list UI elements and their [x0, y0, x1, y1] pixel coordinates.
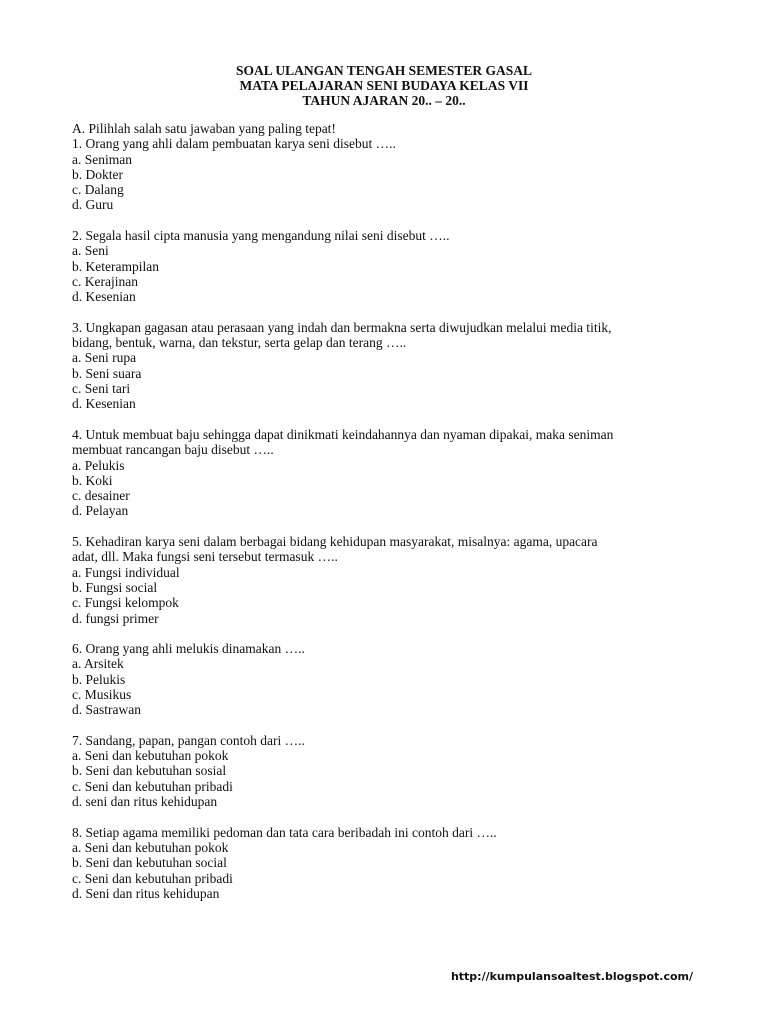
- answer-option: a. Seni rupa: [72, 350, 137, 366]
- answer-option: d. fungsi primer: [72, 610, 159, 626]
- question-8: [72, 825, 712, 901]
- question-text: adat, dll. Maka fungsi seni tersebut termasuk …..: [72, 549, 338, 565]
- answer-option: b. Seni dan kebutuhan social: [72, 855, 227, 871]
- answer-option: b. Fungsi social: [72, 579, 158, 595]
- answer-option: b. Seni dan kebutuhan sosial: [72, 763, 227, 779]
- answer-option: d. Seni dan ritus kehidupan: [72, 885, 220, 901]
- question-3: [72, 320, 712, 412]
- answer-option: d. Sastrawan: [72, 702, 141, 718]
- question-text: 7. Sandang, papan, pangan contoh dari …..: [72, 732, 305, 748]
- footer-url: http://kumpulansoaltest.blogspot.com/: [450, 970, 693, 983]
- header-title: SOAL ULANGAN TENGAH SEMESTER GASAL: [235, 63, 533, 78]
- section-instruction: A. Pilihlah salah satu jawaban yang paling tepat!: [72, 121, 336, 136]
- question-text: 2. Segala hasil cipta manusia yang mengandung nilai seni disebut …..: [72, 228, 450, 244]
- answer-option: a. Seniman: [72, 151, 132, 167]
- answer-option: c. Dalang: [72, 182, 124, 198]
- answer-option: c. Seni dan kebutuhan pribadi: [72, 870, 233, 886]
- question-1: [72, 136, 712, 212]
- answer-option: b. Koki: [72, 472, 113, 488]
- answer-option: b. Pelukis: [72, 671, 126, 687]
- answer-option: d. Kesenian: [72, 396, 136, 412]
- answer-option: d. Guru: [72, 197, 114, 213]
- answer-option: d. Pelayan: [72, 503, 129, 519]
- question-5: [72, 534, 712, 626]
- question-text: 4. Untuk membuat baju sehingga dapat dinikmati keindahannya dan nyaman dipakai, maka seniman: [72, 426, 614, 442]
- question-text: 6. Orang yang ahli melukis dinamakan …..: [72, 641, 305, 657]
- answer-option: a. Fungsi individual: [72, 564, 180, 580]
- answer-option: c. Musikus: [72, 686, 132, 702]
- answer-option: c. Seni dan kebutuhan pribadi: [72, 778, 233, 794]
- question-6: [72, 641, 712, 717]
- answer-option: a. Seni dan kebutuhan pokok: [72, 839, 229, 855]
- question-text: 1. Orang yang ahli dalam pembuatan karya seni disebut …..: [72, 136, 396, 152]
- answer-option: b. Seni suara: [72, 365, 142, 381]
- answer-option: a. Seni: [72, 243, 109, 259]
- question-text: 8. Setiap agama memiliki pedoman dan tata cara beribadah ini contoh dari …..: [72, 824, 497, 840]
- answer-option: d. Kesenian: [72, 289, 136, 305]
- question-text: 5. Kehadiran karya seni dalam berbagai bidang kehidupan masyarakat, misalnya: agama, upacara: [72, 534, 598, 550]
- answer-option: c. Kerajinan: [72, 273, 138, 289]
- header-year: TAHUN AJARAN 20.. – 20..: [302, 93, 466, 108]
- question-7: [72, 733, 712, 809]
- answer-option: d. seni dan ritus kehidupan: [72, 794, 218, 810]
- answer-option: a. Pelukis: [72, 457, 125, 473]
- questions-container: [72, 136, 712, 901]
- answer-option: c. Seni tari: [72, 381, 131, 397]
- answer-option: c. Fungsi kelompok: [72, 595, 179, 611]
- question-2: [72, 228, 712, 304]
- question-4: [72, 427, 712, 519]
- question-list: [72, 121, 712, 901]
- document-header: [0, 63, 768, 108]
- answer-option: c. desainer: [72, 488, 130, 504]
- question-text: bidang, bentuk, warna, dan tekstur, serta gelap dan terang …..: [72, 335, 407, 351]
- question-text: 3. Ungkapan gagasan atau perasaan yang indah dan bermakna serta diwujudkan melalui media titik,: [72, 319, 612, 335]
- answer-option: b. Dokter: [72, 166, 123, 182]
- answer-option: a. Arsitek: [72, 656, 124, 672]
- question-text: membuat rancangan baju disebut …..: [72, 442, 274, 458]
- header-subject: MATA PELAJARAN SENI BUDAYA KELAS VII: [239, 78, 529, 93]
- answer-option: a. Seni dan kebutuhan pokok: [72, 748, 229, 764]
- answer-option: b. Keterampilan: [72, 258, 159, 274]
